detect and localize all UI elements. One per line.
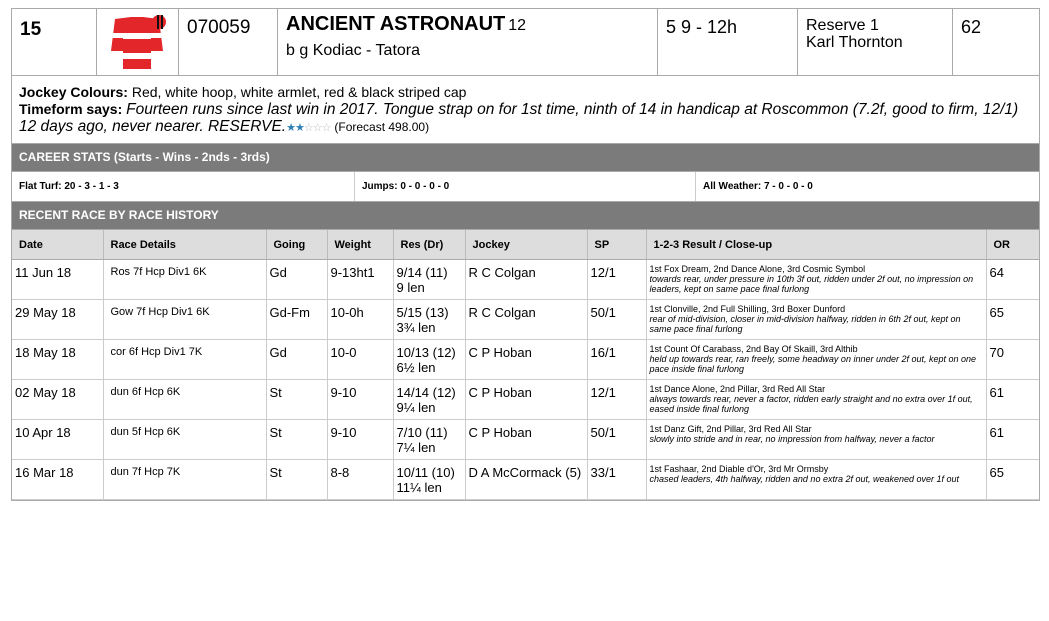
race-jockey[interactable]: D A McCormack (5) <box>465 460 587 500</box>
career-heading: CAREER STATS (Starts - Wins - 2nds - 3rds) <box>12 144 1039 172</box>
race-going: St <box>266 380 327 420</box>
race-going: Gd-Fm <box>266 300 327 340</box>
col-date[interactable]: Date <box>12 230 103 260</box>
result-closeup: chased leaders, 4th halfway, ridden and no extra 2f out, weakened over 1f out <box>649 474 960 484</box>
history-heading: RECENT RACE BY RACE HISTORY <box>12 202 1039 230</box>
race-details[interactable]: dun 7f Hcp 7K <box>103 460 266 500</box>
col-res[interactable]: Res (Dr) <box>393 230 465 260</box>
race-weight: 10-0h <box>327 300 393 340</box>
race-sp: 50/1 <box>587 420 646 460</box>
star-icon: ★ <box>286 122 295 134</box>
horse-name[interactable]: ANCIENT ASTRONAUT <box>286 13 506 35</box>
timeform-comment: Fourteen runs since last win in 2017. Tongue strap on for 1st time, ninth of 14 in handicap at Roscommon (7.2f, good to firm, 12/1) 12 days ago, never nearer. RESERVE. <box>19 101 1019 135</box>
table-row[interactable] <box>12 260 1039 300</box>
race-weight: 9-13ht1 <box>327 260 393 300</box>
result-closeup: held up towards rear, ran freely, some headway on inner under 2f out, kept on one pace inside final furlong <box>649 354 977 374</box>
race-jockey[interactable]: C P Hoban <box>465 380 587 420</box>
race-going: St <box>266 460 327 500</box>
race-weight: 9-10 <box>327 380 393 420</box>
race-res <box>393 420 465 460</box>
race-res <box>393 260 465 300</box>
race-weight: 8-8 <box>327 460 393 500</box>
race-going: Gd <box>266 340 327 380</box>
race-details[interactable]: dun 5f Hcp 6K <box>103 420 266 460</box>
horse-cell <box>278 9 658 75</box>
race-details[interactable]: cor 6f Hcp Div1 7K <box>103 340 266 380</box>
table-row[interactable] <box>12 300 1039 340</box>
race-details[interactable]: Gow 7f Hcp Div1 6K <box>103 300 266 340</box>
colours-value: Red, white hoop, white armlet, red & black striped cap <box>131 84 467 100</box>
race-details[interactable]: Ros 7f Hcp Div1 6K <box>103 260 266 300</box>
jockey-silks-icon <box>97 9 179 75</box>
race-position: 9/14 (11) <box>396 265 448 280</box>
race-going: St <box>266 420 327 460</box>
career-stats <box>12 172 1039 202</box>
race-going: Gd <box>266 260 327 300</box>
race-weight: 10-0 <box>327 340 393 380</box>
table-row[interactable] <box>12 340 1039 380</box>
trainer-name: Karl Thornton <box>806 34 903 51</box>
result-closeup: rear of mid-division, closer in mid-division halfway, ridden in 6th 2f out, kept on same pace final furlong <box>649 314 961 334</box>
race-margin: 11¼ len <box>396 480 442 495</box>
race-jockey[interactable]: C P Hoban <box>465 420 587 460</box>
aw-stats: All Weather: 7 - 0 - 0 - 0 <box>703 181 813 192</box>
col-sp[interactable]: SP <box>587 230 646 260</box>
horse-age: 12 <box>508 17 527 34</box>
runner-code: 070059 <box>179 9 278 75</box>
result-placings: 1st Dance Alone, 2nd Pillar, 3rd Red All Star <box>649 384 826 394</box>
col-weight[interactable]: Weight <box>327 230 393 260</box>
reserve-cell <box>798 9 953 75</box>
flat-stats: Flat Turf: 20 - 3 - 1 - 3 <box>12 172 355 201</box>
race-result <box>646 340 986 380</box>
race-date: 29 May 18 <box>12 300 103 340</box>
race-result <box>646 460 986 500</box>
table-row[interactable] <box>12 380 1039 420</box>
race-jockey[interactable]: R C Colgan <box>465 300 587 340</box>
runner-header <box>12 9 1039 76</box>
race-or: 61 <box>986 380 1039 420</box>
runner-info <box>12 76 1039 144</box>
history-table <box>12 230 1039 500</box>
colours-label: Jockey Colours: <box>19 84 128 100</box>
result-closeup: always towards rear, never a factor, ridden early straight and no extra over 1f out, eased inside final furlong <box>649 394 973 414</box>
star-icon: ☆ <box>303 122 313 134</box>
race-margin: 3¾ len <box>396 320 436 335</box>
race-res <box>393 300 465 340</box>
race-result <box>646 420 986 460</box>
star-icon: ☆ <box>312 122 322 134</box>
race-sp: 50/1 <box>587 300 646 340</box>
race-sp: 12/1 <box>587 260 646 300</box>
race-result <box>646 380 986 420</box>
result-closeup: slowly into stride and in rear, no impression from halfway, never a factor <box>649 434 935 444</box>
race-res <box>393 340 465 380</box>
race-or: 70 <box>986 340 1039 380</box>
race-margin: 6½ len <box>396 360 436 375</box>
race-res <box>393 380 465 420</box>
table-row[interactable] <box>12 460 1039 500</box>
result-placings: 1st Fashaar, 2nd Diable d'Or, 3rd Mr Ormsby <box>649 464 829 474</box>
col-or[interactable]: OR <box>986 230 1039 260</box>
race-date: 18 May 18 <box>12 340 103 380</box>
table-row[interactable] <box>12 420 1039 460</box>
silks-cap <box>152 15 166 29</box>
col-result[interactable]: 1-2-3 Result / Close-up <box>646 230 986 260</box>
race-or: 64 <box>986 260 1039 300</box>
result-placings: 1st Count Of Carabass, 2nd Bay Of Skaill, 3rd Althib <box>649 344 858 354</box>
star-icon: ★ <box>294 122 304 134</box>
history-header-row <box>12 230 1039 260</box>
race-date: 11 Jun 18 <box>12 260 103 300</box>
runner-card <box>11 8 1040 501</box>
col-race[interactable]: Race Details <box>103 230 266 260</box>
runner-age-weight: 5 9 - 12h <box>658 9 798 75</box>
race-position: 7/10 (11) <box>396 425 448 440</box>
forecast: (Forecast 498.00) <box>334 120 430 134</box>
col-jockey[interactable]: Jockey <box>465 230 587 260</box>
race-date: 02 May 18 <box>12 380 103 420</box>
race-margin: 9 len <box>396 280 425 295</box>
race-position: 10/11 (10) <box>396 465 455 480</box>
race-jockey[interactable]: R C Colgan <box>465 260 587 300</box>
result-placings: 1st Fox Dream, 2nd Dance Alone, 3rd Cosmic Symbol <box>649 264 866 274</box>
race-or: 65 <box>986 300 1039 340</box>
horse-breeding: b g Kodiac - Tatora <box>286 42 421 59</box>
race-result <box>646 260 986 300</box>
race-margin: 9¼ len <box>396 400 436 415</box>
official-rating: 62 <box>961 17 982 37</box>
result-placings: 1st Clonville, 2nd Full Shilling, 3rd Boxer Dunford <box>649 304 846 314</box>
race-details[interactable]: dun 6f Hcp 6K <box>103 380 266 420</box>
race-or: 61 <box>986 420 1039 460</box>
col-going[interactable]: Going <box>266 230 327 260</box>
star-icon: ☆ <box>321 122 331 134</box>
jumps-stats: Jumps: 0 - 0 - 0 - 0 <box>355 172 696 201</box>
race-position: 10/13 (12) <box>396 345 456 360</box>
race-sp: 33/1 <box>587 460 646 500</box>
timeform-label: Timeform says: <box>19 101 123 117</box>
result-closeup: towards rear, under pressure in 10th 3f out, ridden under 2f out, no impression on leaders, kept on same pace final furlong <box>649 274 974 294</box>
race-position: 14/14 (12) <box>396 385 456 400</box>
race-or: 65 <box>986 460 1039 500</box>
race-res <box>393 460 465 500</box>
race-date: 10 Apr 18 <box>12 420 103 460</box>
runner-number: 15 <box>12 9 97 75</box>
race-position: 5/15 (13) <box>396 305 449 320</box>
race-sp: 12/1 <box>587 380 646 420</box>
race-result <box>646 300 986 340</box>
race-weight: 9-10 <box>327 420 393 460</box>
race-margin: 7¼ len <box>396 440 436 455</box>
race-jockey[interactable]: C P Hoban <box>465 340 587 380</box>
result-placings: 1st Danz Gift, 2nd Pillar, 3rd Red All Star <box>649 424 812 434</box>
race-date: 16 Mar 18 <box>12 460 103 500</box>
star-rating <box>286 122 330 134</box>
race-sp: 16/1 <box>587 340 646 380</box>
reserve-label: Reserve 1 <box>806 17 879 34</box>
